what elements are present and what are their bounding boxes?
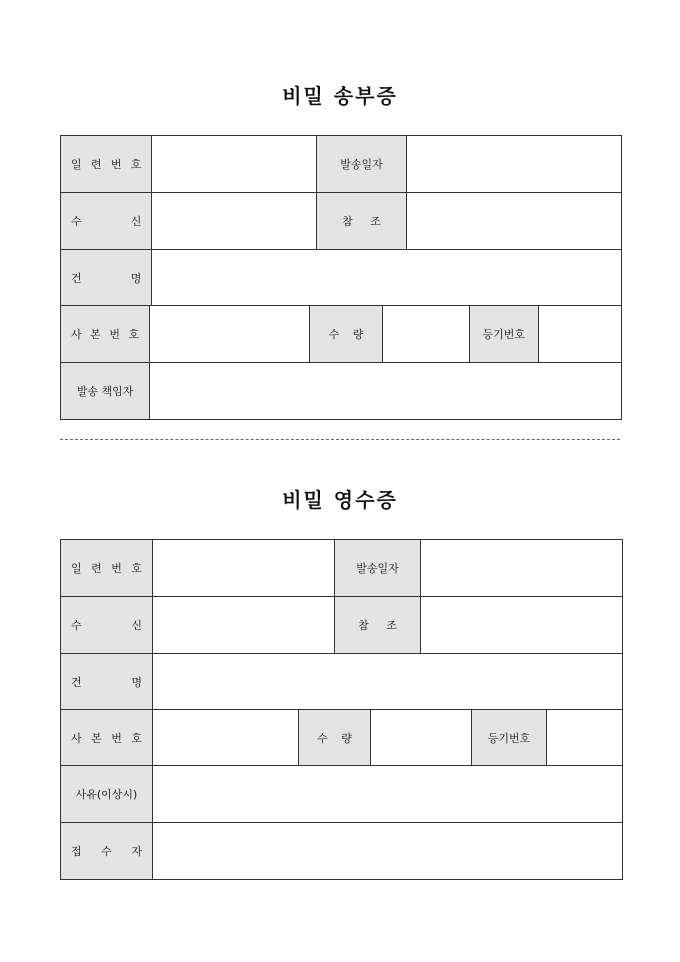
label-reference: 참 조	[335, 597, 421, 654]
dispatch-title: 비밀 송부증	[282, 84, 398, 108]
label-subject: 건 명	[61, 654, 153, 711]
quantity-field[interactable]	[371, 710, 472, 766]
reg-no-field[interactable]	[547, 710, 623, 766]
receipt-title: 비밀 영수증	[282, 488, 398, 512]
reg-no-field[interactable]	[538, 306, 621, 363]
label-reference: 참 조	[316, 193, 406, 250]
recipient-field[interactable]	[153, 597, 335, 654]
dispatch-form-copy-row	[60, 305, 622, 420]
receipt-form-copy-row	[60, 709, 623, 880]
recipient-field[interactable]	[152, 193, 316, 250]
label-receiver: 접 수 자	[61, 823, 153, 880]
label-send-date: 발송일자	[335, 540, 421, 597]
subject-field[interactable]	[152, 250, 622, 307]
label-copy-no: 사 본 번 호	[71, 328, 140, 341]
reason-field[interactable]	[153, 766, 623, 823]
label-recipient: 수 신	[61, 193, 152, 250]
label-serial-no: 일 련 번 호	[71, 562, 142, 575]
cut-line	[60, 439, 620, 440]
label-reg-no: 등기번호	[469, 306, 538, 363]
send-date-field[interactable]	[421, 540, 623, 597]
label-reg-no: 등기번호	[472, 710, 547, 766]
label-serial-no: 일 련 번 호	[71, 158, 142, 171]
quantity-field[interactable]	[382, 306, 469, 363]
serial-no-field[interactable]	[153, 540, 335, 597]
label-recipient: 수 신	[61, 597, 153, 654]
sender-field[interactable]	[150, 363, 622, 420]
label-copy-no: 사 본 번 호	[71, 731, 142, 745]
reference-field[interactable]	[407, 193, 622, 250]
label-reason: 사유(이상시)	[61, 766, 153, 823]
dispatch-form	[60, 135, 622, 307]
serial-no-field[interactable]	[152, 136, 316, 193]
receipt-form	[60, 539, 623, 711]
receiver-field[interactable]	[153, 823, 623, 880]
reference-field[interactable]	[421, 597, 623, 654]
copy-no-field[interactable]	[150, 306, 310, 363]
label-sender: 발송 책임자	[61, 363, 150, 420]
label-send-date: 발송일자	[316, 136, 406, 193]
subject-field[interactable]	[153, 654, 623, 711]
label-quantity: 수 량	[299, 710, 371, 766]
send-date-field[interactable]	[407, 136, 622, 193]
label-subject: 건 명	[61, 250, 152, 307]
label-quantity: 수 량	[310, 306, 382, 363]
copy-no-field[interactable]	[153, 710, 299, 766]
